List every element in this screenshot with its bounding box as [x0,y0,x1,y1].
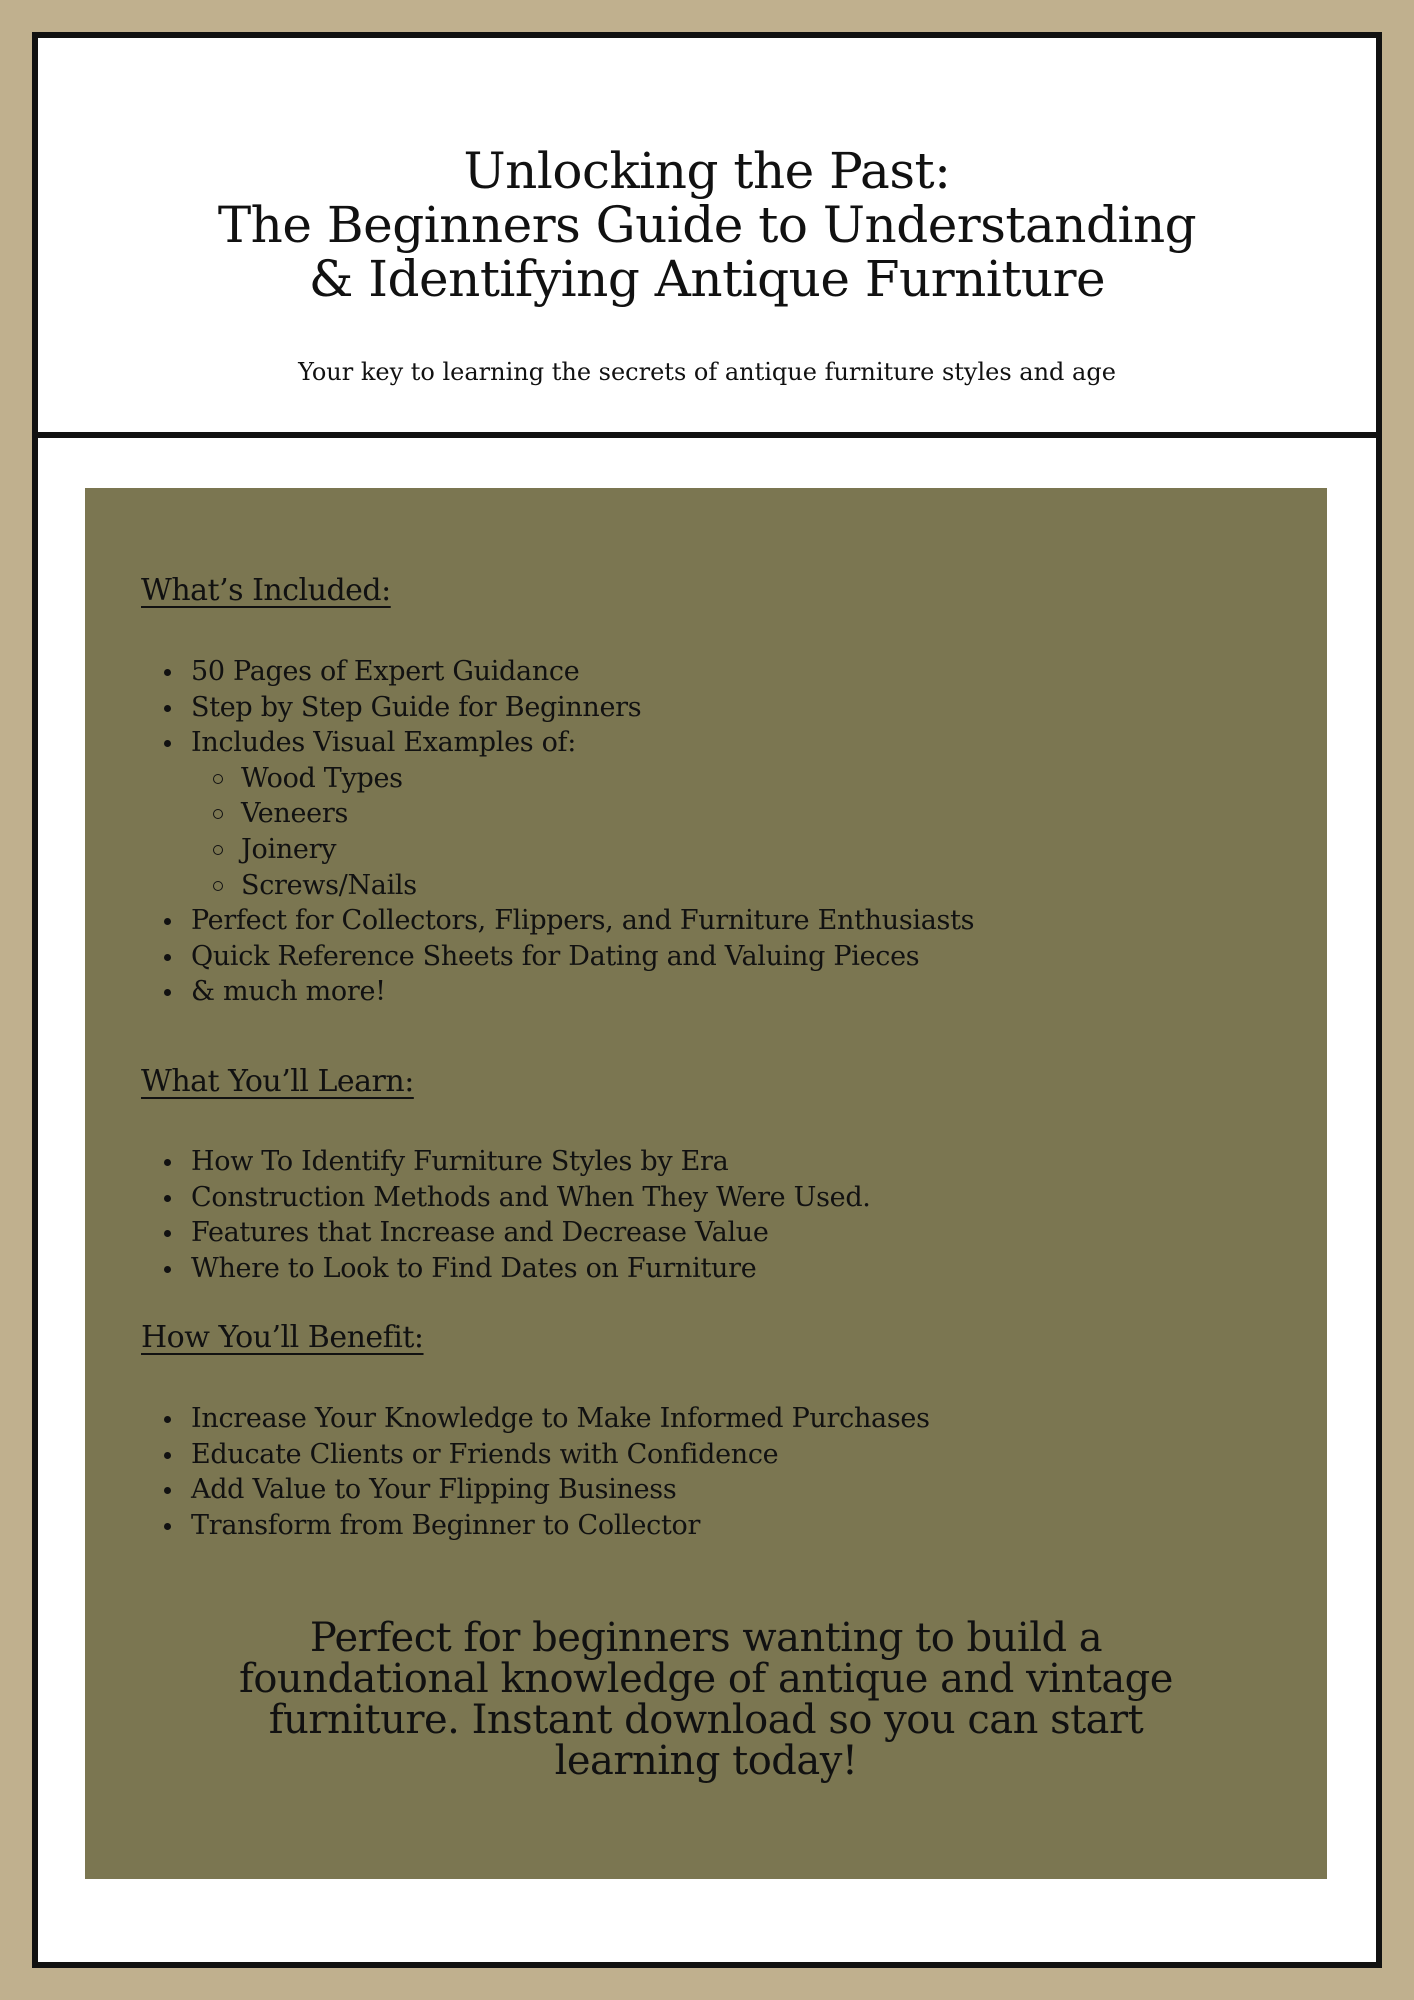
list-item: Add Value to Your Flipping Business [141,1472,930,1508]
sub-list-item: Screws/Nails [141,868,974,904]
header-section [38,38,1376,438]
list-item: Educate Clients or Friends with Confidence [141,1437,930,1473]
list-item: Includes Visual Examples of: [141,725,974,761]
list-item: Quick Reference Sheets for Dating and Valuing Pieces [141,939,974,975]
page-title-line-3: & Identifying Antique Furniture [308,250,1106,308]
list-item: Transform from Beginner to Collector [141,1508,930,1544]
list-item: How To Identify Furniture Styles by Era [141,1144,871,1180]
list-item: Features that Increase and Decrease Value [141,1215,871,1251]
learn-heading: What You’ll Learn: [141,1064,414,1099]
sub-list-item: Wood Types [141,761,974,797]
page-title-line-1: Unlocking the Past: [463,142,951,200]
list-item: Perfect for Collectors, Flippers, and Furniture Enthusiasts [141,903,974,939]
list-item: & much more! [141,974,974,1010]
sub-list-item: Joinery [141,832,974,868]
list-item: Increase Your Knowledge to Make Informed Purchases [141,1401,930,1437]
included-list [141,654,974,1010]
page-frame [32,32,1382,1968]
list-item: 50 Pages of Expert Guidance [141,654,974,690]
benefit-list [141,1401,930,1543]
included-heading: What’s Included: [141,573,391,608]
learn-list [141,1144,871,1286]
content-panel [85,488,1327,1879]
page-title-line-2: The Beginners Guide to Understanding [217,196,1197,254]
list-item: Step by Step Guide for Beginners [141,690,974,726]
closing-statement: Perfect for beginners wanting to build a foundational knowledge of antique and vintage furniture. Instant download so you can start learning today! [239,1615,1173,1784]
benefit-heading: How You’ll Benefit: [141,1320,424,1355]
list-item: Construction Methods and When They Were Used. [141,1180,871,1216]
page-subtitle: Your key to learning the secrets of antique furniture styles and age [298,358,1116,386]
sub-list-item: Veneers [141,796,974,832]
list-item: Where to Look to Find Dates on Furniture [141,1251,871,1287]
